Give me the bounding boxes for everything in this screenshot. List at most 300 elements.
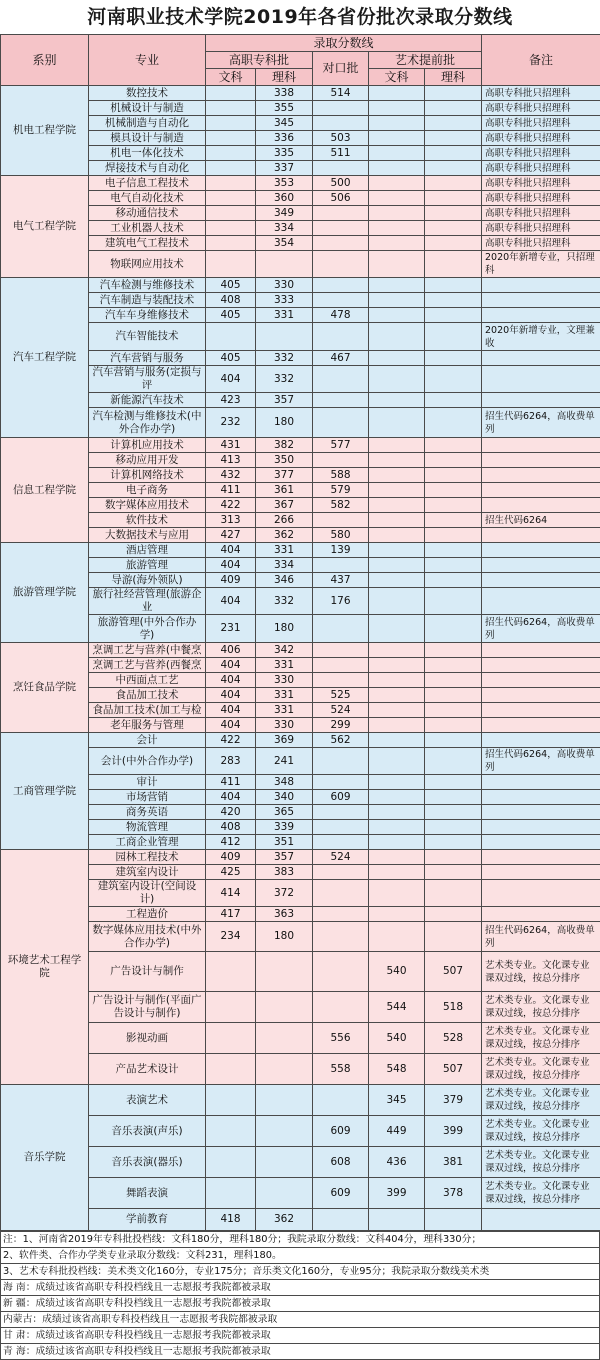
score-art-science (425, 308, 482, 323)
score-vocational-arts: 404 (206, 366, 256, 393)
major-name: 汽车车身维修技术 (89, 308, 206, 323)
score-vocational-arts: 405 (206, 351, 256, 366)
table-row (1, 251, 600, 278)
score-art-science (425, 116, 482, 131)
score-counterpart (313, 865, 369, 880)
score-vocational-arts (206, 1178, 256, 1209)
score-counterpart: 467 (313, 351, 369, 366)
score-art-liberal (369, 393, 425, 408)
score-art-science: 378 (425, 1178, 482, 1209)
score-art-liberal (369, 543, 425, 558)
major-name: 导游(海外领队) (89, 573, 206, 588)
score-art-science (425, 1209, 482, 1231)
score-counterpart: 524 (313, 703, 369, 718)
footnotes (0, 1231, 600, 1360)
admission-score-table (0, 34, 600, 1231)
remark-cell (482, 835, 600, 850)
score-vocational-science (256, 992, 313, 1023)
score-art-liberal (369, 408, 425, 438)
remark-cell: 高职专科批只招理科 (482, 161, 600, 176)
remark-cell (482, 558, 600, 573)
score-vocational-arts (206, 1023, 256, 1054)
score-art-liberal (369, 101, 425, 116)
remark-cell: 高职专科批只招理科 (482, 101, 600, 116)
table-row (1, 308, 600, 323)
score-art-liberal (369, 703, 425, 718)
major-name: 广告设计与制作 (89, 952, 206, 992)
major-name: 中西面点工艺 (89, 673, 206, 688)
major-name: 数控技术 (89, 86, 206, 101)
score-vocational-science: 361 (256, 483, 313, 498)
score-vocational-science: 353 (256, 176, 313, 191)
score-counterpart (313, 221, 369, 236)
score-art-science (425, 131, 482, 146)
remark-cell (482, 718, 600, 733)
score-vocational-science (256, 251, 313, 278)
major-name: 模具设计与制造 (89, 131, 206, 146)
score-vocational-science: 355 (256, 101, 313, 116)
major-name: 新能源汽车技术 (89, 393, 206, 408)
table-row (1, 573, 600, 588)
score-vocational-science: 180 (256, 922, 313, 952)
score-art-liberal (369, 483, 425, 498)
score-art-liberal: 544 (369, 992, 425, 1023)
major-name: 计算机网络技术 (89, 468, 206, 483)
score-counterpart (313, 323, 369, 351)
score-art-science: 379 (425, 1085, 482, 1116)
score-vocational-science: 334 (256, 221, 313, 236)
table-row (1, 643, 600, 658)
college-name: 旅游管理学院 (1, 543, 89, 643)
score-vocational-science (256, 1085, 313, 1116)
major-name: 软件技术 (89, 513, 206, 528)
score-vocational-science: 330 (256, 278, 313, 293)
table-row (1, 161, 600, 176)
score-vocational-science: 351 (256, 835, 313, 850)
score-art-liberal (369, 528, 425, 543)
score-vocational-science (256, 952, 313, 992)
college-name: 电气工程学院 (1, 176, 89, 278)
score-art-liberal (369, 880, 425, 907)
major-name: 旅行社经营管理(旅游企业 (89, 588, 206, 615)
score-art-science (425, 718, 482, 733)
score-vocational-arts: 409 (206, 573, 256, 588)
score-vocational-arts (206, 1147, 256, 1178)
score-vocational-science: 340 (256, 790, 313, 805)
table-row (1, 703, 600, 718)
header-admission-line: 录取分数线 (206, 35, 482, 52)
table-row (1, 865, 600, 880)
table-row (1, 131, 600, 146)
table-row (1, 1085, 600, 1116)
remark-cell (482, 483, 600, 498)
major-name: 汽车检测与维修技术(中外合作办学) (89, 408, 206, 438)
score-vocational-arts: 418 (206, 1209, 256, 1231)
major-name: 物联网应用技术 (89, 251, 206, 278)
score-counterpart (313, 161, 369, 176)
score-art-science (425, 393, 482, 408)
score-vocational-arts: 422 (206, 733, 256, 748)
remark-cell: 高职专科批只招理科 (482, 176, 600, 191)
major-name: 电子商务 (89, 483, 206, 498)
score-art-science (425, 790, 482, 805)
table-row (1, 835, 600, 850)
remark-cell (482, 850, 600, 865)
score-vocational-arts: 412 (206, 835, 256, 850)
score-counterpart: 503 (313, 131, 369, 146)
table-row (1, 1178, 600, 1209)
major-name: 旅游管理(中外合作办学) (89, 615, 206, 643)
score-art-liberal (369, 805, 425, 820)
score-art-liberal (369, 907, 425, 922)
score-art-science (425, 408, 482, 438)
score-art-liberal (369, 438, 425, 453)
major-name: 园林工程技术 (89, 850, 206, 865)
score-counterpart (313, 775, 369, 790)
score-vocational-arts (206, 176, 256, 191)
score-vocational-arts (206, 101, 256, 116)
score-counterpart: 437 (313, 573, 369, 588)
table-row (1, 498, 600, 513)
score-vocational-arts (206, 191, 256, 206)
table-row (1, 805, 600, 820)
score-counterpart: 562 (313, 733, 369, 748)
score-art-science (425, 835, 482, 850)
score-vocational-arts: 232 (206, 408, 256, 438)
score-counterpart (313, 880, 369, 907)
score-counterpart (313, 615, 369, 643)
score-vocational-science: 360 (256, 191, 313, 206)
table-row (1, 615, 600, 643)
score-art-science (425, 86, 482, 101)
score-counterpart (313, 393, 369, 408)
score-counterpart (313, 116, 369, 131)
major-name: 市场营销 (89, 790, 206, 805)
college-name: 工商管理学院 (1, 733, 89, 850)
score-art-liberal (369, 278, 425, 293)
score-vocational-arts: 406 (206, 643, 256, 658)
major-name: 数字媒体应用技术 (89, 498, 206, 513)
score-art-liberal (369, 748, 425, 775)
score-art-science (425, 558, 482, 573)
major-name: 烹调工艺与营养(中餐烹 (89, 643, 206, 658)
score-art-liberal (369, 718, 425, 733)
remark-cell: 招生代码6264，高收费单列 (482, 408, 600, 438)
score-art-science (425, 733, 482, 748)
score-vocational-science: 333 (256, 293, 313, 308)
major-name: 学前教育 (89, 1209, 206, 1231)
score-vocational-science: 383 (256, 865, 313, 880)
score-counterpart: 580 (313, 528, 369, 543)
score-vocational-science: 354 (256, 236, 313, 251)
score-counterpart (313, 658, 369, 673)
score-counterpart: 608 (313, 1147, 369, 1178)
major-name: 广告设计与制作(平面广告设计与制作) (89, 992, 206, 1023)
score-vocational-arts (206, 1116, 256, 1147)
score-art-liberal: 399 (369, 1178, 425, 1209)
header-art-early-batch: 艺术提前批 (369, 52, 482, 69)
score-vocational-arts: 409 (206, 850, 256, 865)
score-art-liberal (369, 820, 425, 835)
remark-cell (482, 438, 600, 453)
table-row (1, 116, 600, 131)
major-name: 建筑室内设计 (89, 865, 206, 880)
score-art-liberal (369, 588, 425, 615)
score-vocational-science: 332 (256, 351, 313, 366)
score-art-science: 528 (425, 1023, 482, 1054)
score-counterpart (313, 101, 369, 116)
score-vocational-science: 362 (256, 528, 313, 543)
score-vocational-science (256, 323, 313, 351)
score-counterpart: 511 (313, 146, 369, 161)
table-row (1, 992, 600, 1023)
major-name: 老年服务与管理 (89, 718, 206, 733)
score-art-science (425, 176, 482, 191)
score-vocational-arts (206, 236, 256, 251)
major-name: 数字媒体应用技术(中外合作办学) (89, 922, 206, 952)
score-counterpart (313, 922, 369, 952)
remark-cell (482, 573, 600, 588)
major-name: 移动应用开发 (89, 453, 206, 468)
remark-cell: 招生代码6264，高收费单列 (482, 922, 600, 952)
score-counterpart (313, 513, 369, 528)
major-name: 商务英语 (89, 805, 206, 820)
remark-cell: 招生代码6264，高收费单列 (482, 615, 600, 643)
score-art-liberal (369, 513, 425, 528)
score-counterpart (313, 278, 369, 293)
remark-cell (482, 643, 600, 658)
score-vocational-arts: 234 (206, 922, 256, 952)
score-art-liberal (369, 351, 425, 366)
remark-cell (482, 907, 600, 922)
score-art-liberal (369, 293, 425, 308)
score-vocational-science: 348 (256, 775, 313, 790)
score-counterpart (313, 805, 369, 820)
table-row (1, 528, 600, 543)
score-art-science (425, 820, 482, 835)
remark-cell (482, 865, 600, 880)
score-counterpart: 524 (313, 850, 369, 865)
score-art-science: 381 (425, 1147, 482, 1178)
remark-cell: 2020年新增专业，文理兼收 (482, 323, 600, 351)
score-vocational-arts: 408 (206, 293, 256, 308)
major-name: 机械设计与制造 (89, 101, 206, 116)
score-vocational-arts: 420 (206, 805, 256, 820)
score-counterpart: 500 (313, 176, 369, 191)
remark-cell: 高职专科批只招理科 (482, 236, 600, 251)
score-art-science (425, 703, 482, 718)
score-counterpart (313, 820, 369, 835)
score-vocational-arts: 423 (206, 393, 256, 408)
header-remarks: 备注 (482, 35, 600, 86)
remark-cell (482, 688, 600, 703)
footnote-row (1, 1328, 600, 1344)
table-row (1, 673, 600, 688)
score-art-liberal (369, 658, 425, 673)
score-art-science (425, 366, 482, 393)
remark-cell: 艺术类专业。文化课专业课双过线，按总分排序 (482, 1023, 600, 1054)
score-vocational-science: 337 (256, 161, 313, 176)
major-name: 建筑电气工程技术 (89, 236, 206, 251)
table-row (1, 293, 600, 308)
score-counterpart (313, 643, 369, 658)
major-name: 汽车营销与服务(定损与评 (89, 366, 206, 393)
table-row (1, 907, 600, 922)
major-name: 建筑室内设计(空间设计) (89, 880, 206, 907)
score-vocational-science (256, 1054, 313, 1085)
score-art-liberal: 548 (369, 1054, 425, 1085)
score-art-science: 399 (425, 1116, 482, 1147)
remark-cell: 招生代码6264 (482, 513, 600, 528)
score-art-liberal (369, 558, 425, 573)
table-row (1, 748, 600, 775)
table-row (1, 86, 600, 101)
remark-cell: 2020年新增专业，只招理科 (482, 251, 600, 278)
header-art-liberal: 文科 (369, 69, 425, 86)
remark-cell: 艺术类专业。文化课专业课双过线，按总分排序 (482, 952, 600, 992)
table-row (1, 206, 600, 221)
score-vocational-science: 331 (256, 688, 313, 703)
score-art-science (425, 206, 482, 221)
major-name: 汽车制造与装配技术 (89, 293, 206, 308)
score-vocational-arts: 231 (206, 615, 256, 643)
score-art-science (425, 453, 482, 468)
score-counterpart: 176 (313, 588, 369, 615)
footnote-text: 甘 肃：成绩过该省高职专科投档线且一志愿报考我院都被录取 (1, 1328, 600, 1344)
score-art-liberal (369, 790, 425, 805)
score-vocational-arts: 408 (206, 820, 256, 835)
major-name: 汽车检测与维修技术 (89, 278, 206, 293)
major-name: 音乐表演(器乐) (89, 1147, 206, 1178)
score-art-science (425, 805, 482, 820)
score-vocational-science: 331 (256, 543, 313, 558)
score-vocational-science: 363 (256, 907, 313, 922)
table-row (1, 718, 600, 733)
score-vocational-science (256, 1023, 313, 1054)
score-vocational-arts: 404 (206, 673, 256, 688)
score-vocational-arts: 422 (206, 498, 256, 513)
score-art-science: 507 (425, 1054, 482, 1085)
score-art-science (425, 748, 482, 775)
score-art-science (425, 146, 482, 161)
score-vocational-science: 335 (256, 146, 313, 161)
remark-cell (482, 393, 600, 408)
score-counterpart (313, 453, 369, 468)
footnote-text: 海 南：成绩过该省高职专科投档线且一志愿报考我院都被录取 (1, 1280, 600, 1296)
major-name: 工商企业管理 (89, 835, 206, 850)
score-vocational-arts: 411 (206, 775, 256, 790)
score-art-science (425, 615, 482, 643)
score-vocational-science: 330 (256, 673, 313, 688)
score-art-science (425, 513, 482, 528)
score-art-liberal (369, 850, 425, 865)
table-row (1, 1023, 600, 1054)
score-vocational-arts (206, 992, 256, 1023)
score-art-liberal: 345 (369, 1085, 425, 1116)
score-vocational-science: 332 (256, 366, 313, 393)
score-counterpart (313, 206, 369, 221)
remark-cell (482, 293, 600, 308)
score-counterpart: 609 (313, 1116, 369, 1147)
score-vocational-arts: 404 (206, 718, 256, 733)
score-art-science: 507 (425, 952, 482, 992)
score-vocational-science (256, 1147, 313, 1178)
remark-cell (482, 453, 600, 468)
score-art-liberal (369, 221, 425, 236)
score-vocational-arts (206, 206, 256, 221)
score-vocational-science: 342 (256, 643, 313, 658)
table-row (1, 1147, 600, 1178)
header-science: 理科 (256, 69, 313, 86)
table-row (1, 393, 600, 408)
score-counterpart: 588 (313, 468, 369, 483)
score-vocational-science: 331 (256, 658, 313, 673)
score-vocational-arts: 404 (206, 703, 256, 718)
score-vocational-science (256, 1178, 313, 1209)
footnote-row (1, 1248, 600, 1264)
remark-cell (482, 733, 600, 748)
score-art-liberal (369, 251, 425, 278)
table-row (1, 513, 600, 528)
table-row (1, 453, 600, 468)
score-art-science (425, 323, 482, 351)
remark-cell (482, 790, 600, 805)
remark-cell: 高职专科批只招理科 (482, 146, 600, 161)
score-counterpart (313, 408, 369, 438)
major-name: 影视动画 (89, 1023, 206, 1054)
score-art-science (425, 688, 482, 703)
remark-cell (482, 805, 600, 820)
major-name: 电子信息工程技术 (89, 176, 206, 191)
score-vocational-arts (206, 1054, 256, 1085)
score-counterpart: 139 (313, 543, 369, 558)
remark-cell: 艺术类专业。文化课专业课双过线，按总分排序 (482, 1085, 600, 1116)
score-counterpart: 609 (313, 790, 369, 805)
table-row (1, 558, 600, 573)
remark-cell: 高职专科批只招理科 (482, 116, 600, 131)
footnote-text: 3、艺术专科批投档线：美术类文化160分，专业175分；音乐类文化160分，专业95分；我院录取分数线美术类 (1, 1264, 600, 1280)
remark-cell: 高职专科批只招理科 (482, 221, 600, 236)
table-row (1, 658, 600, 673)
remark-cell (482, 703, 600, 718)
score-vocational-science: 338 (256, 86, 313, 101)
table-row (1, 101, 600, 116)
score-art-liberal (369, 116, 425, 131)
score-counterpart: 582 (313, 498, 369, 513)
score-art-liberal: 436 (369, 1147, 425, 1178)
score-vocational-arts: 405 (206, 278, 256, 293)
table-row (1, 438, 600, 453)
score-vocational-science: 367 (256, 498, 313, 513)
table-row (1, 952, 600, 992)
score-art-science (425, 528, 482, 543)
score-art-liberal (369, 191, 425, 206)
footnote-text: 注：1、河南省2019年专科批投档线：文科180分，理科180分；我院录取分数线：文科404分，理科330分； (1, 1232, 600, 1248)
remark-cell: 高职专科批只招理科 (482, 191, 600, 206)
score-counterpart (313, 251, 369, 278)
page-title: 河南职业技术学院2019年各省份批次录取分数线 (0, 0, 600, 34)
score-counterpart (313, 1085, 369, 1116)
table-row (1, 1054, 600, 1085)
table-body (1, 86, 600, 1231)
score-vocational-science: 365 (256, 805, 313, 820)
score-art-science: 518 (425, 992, 482, 1023)
score-art-science (425, 191, 482, 206)
score-art-science (425, 293, 482, 308)
table-row (1, 733, 600, 748)
header-category: 系别 (1, 35, 89, 86)
footnote-text: 新 疆：成绩过该省高职专科投档线且一志愿报考我院都被录取 (1, 1296, 600, 1312)
